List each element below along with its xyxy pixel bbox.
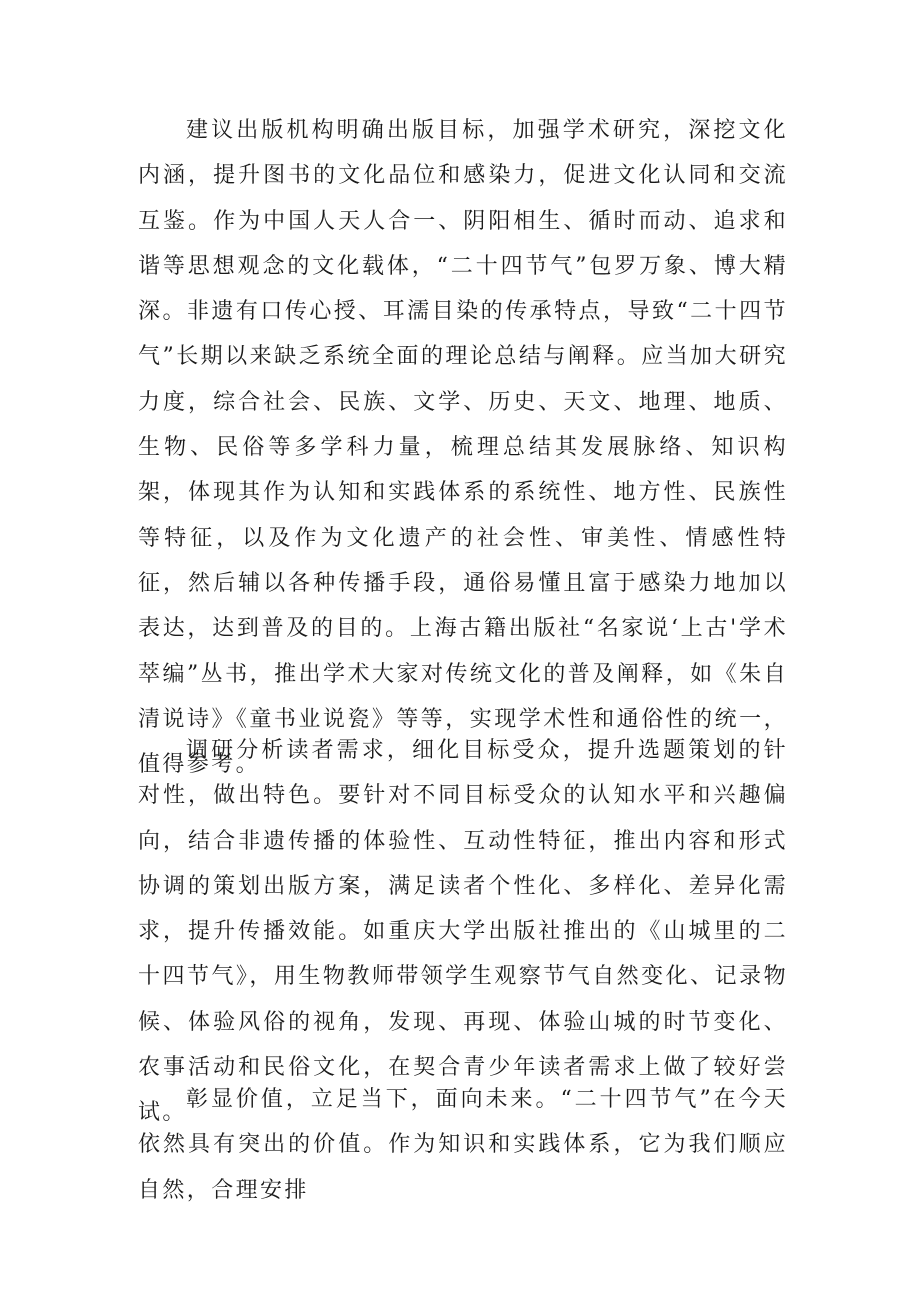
body-text-paragraph <box>138 1077 788 1213</box>
body-text-paragraph <box>138 108 788 787</box>
paragraph-publishing-goals: 建议出版机构明确出版目标，加强学术研究，深挖文化内涵，提升图书的文化品位和感染力，促进文化认同和交流互鉴。作为中国人天人合一、阴阳相生、循时而动、追求和谐等思想观念的文化载体，“二十四节气”包罗万象、博大精深。非遗有口传心授、耳濡目染的传承特点，导致“二十四节气”长期以来缺乏系统全面的理论总结与阐释。应当加大研究力度，综合社会、民族、文学、历史、天文、地理、地质、生物、民俗等多学科力量，梳理总结其发展脉络、知识构架，体现其作为认知和实践体系的系统性、地方性、民族性等特征，以及作为文化遗产的社会性、审美性、情感性特征，然后辅以各种传播手段，通俗易懂且富于感染力地加以表达，达到普及的目的。上海古籍出版社“名家说‘上古'学术萃编”丛书，推出学术大家对传统文化的普及阐释，如《朱自清说诗》《童书业说瓷》等等，实现学术性和通俗性的统一，值得参考。 <box>138 118 788 778</box>
paragraph-values: 彰显价值，立足当下，面向未来。“二十四节气”在今天依然具有突出的价值。作为知识和实践体系，它为我们顺应自然，合理安排 <box>138 1087 788 1203</box>
paragraph-reader-needs: 调研分析读者需求，细化目标受众，提升选题策划的针对性，做出特色。要针对不同目标受众的认知水平和兴趣偏向，结合非遗传播的体验性、互动性特征，推出内容和形式协调的策划出版方案，满足读者个性化、多样化、差异化需求，提升传播效能。如重庆大学出版社推出的《山城里的二十四节气》，用生物教师带领学生观察节气自然变化、记录物候、体验风俗的视角，发现、再现、体验山城的时节变化、农事活动和民俗文化，在契合青少年读者需求上做了较好尝试。 <box>138 738 788 1126</box>
body-text-paragraph <box>138 728 788 1136</box>
